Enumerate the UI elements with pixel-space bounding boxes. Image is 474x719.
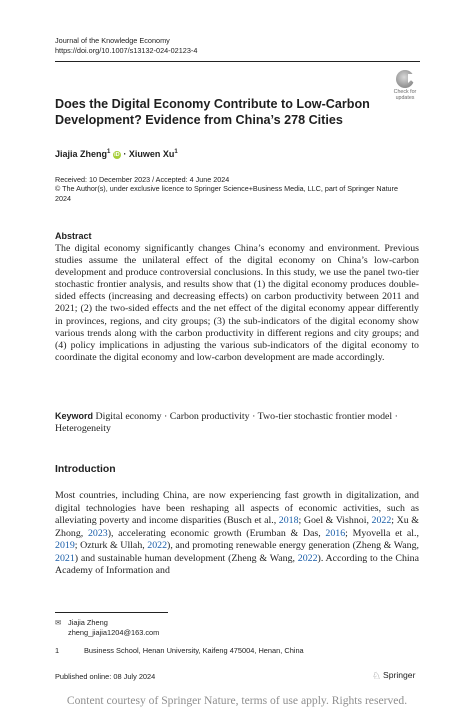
corresponding-name: Jiajia Zheng <box>68 618 108 627</box>
published-online: Published online: 08 July 2024 <box>55 672 156 681</box>
author-list <box>55 149 178 159</box>
received-accepted: Received: 10 December 2023 / Accepted: 4 June 2024 <box>55 175 230 184</box>
corresponding-author <box>55 618 159 638</box>
author-separator: · <box>120 149 129 159</box>
citation-link[interactable]: 2018 <box>278 515 299 526</box>
doi-link[interactable]: https://doi.org/10.1007/s13132-024-02123-4 <box>55 45 198 55</box>
intro-text-4: ), accelerating economic growth (Erumban & Das, <box>107 527 326 539</box>
author-2-name[interactable]: Xiuwen Xu <box>128 149 175 159</box>
header-rule <box>55 61 420 62</box>
citation-link[interactable]: 2022 <box>147 540 168 551</box>
check-for-updates-icon <box>396 70 414 88</box>
citation-link[interactable]: 2019 <box>55 540 75 551</box>
check-for-updates-badge[interactable] <box>390 70 420 104</box>
abstract-heading: Abstract <box>55 231 92 241</box>
title-line-2: Development? Evidence from China’s 278 Cities <box>55 113 343 127</box>
publisher-name: Springer <box>382 670 416 680</box>
intro-text-5: ; Myovella et al., <box>345 527 419 539</box>
orcid-icon[interactable]: iD <box>114 152 120 158</box>
intro-text-7: ), and promoting renewable energy generation (Zheng & Wang, <box>167 540 419 551</box>
intro-text-2: ; Goel & Vishnoi, <box>298 515 372 526</box>
article-dates <box>55 175 425 203</box>
springer-logo <box>372 670 415 682</box>
affiliation <box>55 646 304 655</box>
citation-link[interactable]: 2021 <box>55 552 75 564</box>
check-for-updates-line1: Check for <box>393 89 417 95</box>
article-title <box>55 96 385 128</box>
intro-text-6: ; Ozturk & Ullah, <box>74 540 148 551</box>
copyright-line-2: 2024 <box>55 193 71 203</box>
introduction-paragraph <box>55 490 419 578</box>
intro-text-1: Most countries, including China, are now experiencing fast growth in digitalization, and digital technologies have been reshaping all aspects of economic activities, such as alleviating poverty and income disparities (Busch et al., <box>55 490 419 526</box>
journal-name: Journal of the Knowledge Economy <box>55 36 170 45</box>
keywords-label: Keyword <box>55 411 94 421</box>
copyright-line-1: © The Author(s), under exclusive licence to Springer Science+Business Media, LLC, part of Springer Nature <box>55 184 398 194</box>
affiliation-text: Business School, Henan University, Kaifeng 475004, Henan, China <box>84 646 304 655</box>
intro-text-8: ) and sustainable human development (Zheng & Wang, <box>74 552 298 564</box>
citation-link[interactable]: 2022 <box>297 552 318 564</box>
keywords <box>55 410 419 436</box>
springer-horse-icon: ♘ <box>372 671 381 682</box>
abstract-text: The digital economy significantly changes China’s economy and environment. Previous studies assume the unilateral effect of the digital economy on China’s low-carbon development and produce controversial conclusions. In this study, we use the panel two-tier stochastic frontier analysis, and results show that (1) the digital economy produces double-sided effects (increasing and decreasing effects) on carbon productivity between 2011 and 2021; (2) the two-sided effects and the net effect of the digital economy appear differently in provinces, regions, and city groups; (3) the sub-indicators of the digital economy show various trends along with the carbon productivity in different regions and city groups; and (4) policy implications in adjusting the various sub-indicators of the digital economy to coordinate the digital economy and low-carbon development are made accordingly. <box>55 243 419 363</box>
title-line-1: Does the Digital Economy Contribute to Low-Carbon <box>55 97 370 111</box>
footnote-rule <box>55 612 168 613</box>
citation-link[interactable]: 2016 <box>325 527 346 539</box>
check-for-updates-line2: updates <box>395 95 415 101</box>
introduction-heading: Introduction <box>55 464 116 475</box>
affiliation-number: 1 <box>55 646 60 655</box>
author-1-name[interactable]: Jiajia Zheng <box>55 149 108 159</box>
author-2-affiliation: 1 <box>174 149 178 155</box>
intro-text-9: ). According to the China Academy of Information and <box>55 552 419 576</box>
citation-link[interactable]: 2023 <box>87 527 108 539</box>
journal-header <box>55 36 197 55</box>
keywords-text: Digital economy · Carbon productivity · Two-tier stochastic frontier model · Heterogeneity <box>55 411 398 435</box>
corresponding-email[interactable]: zheng_jiajia1204@163.com <box>68 628 160 637</box>
courtesy-notice: Content courtesy of Springer Nature, terms of use apply. Rights reserved. <box>66 694 408 707</box>
citation-link[interactable]: 2022 <box>371 515 392 526</box>
intro-text-3: ; Xu & Zhong, <box>55 515 419 539</box>
envelope-icon: ✉ <box>55 618 62 627</box>
author-1-affiliation: 1 <box>107 149 111 155</box>
